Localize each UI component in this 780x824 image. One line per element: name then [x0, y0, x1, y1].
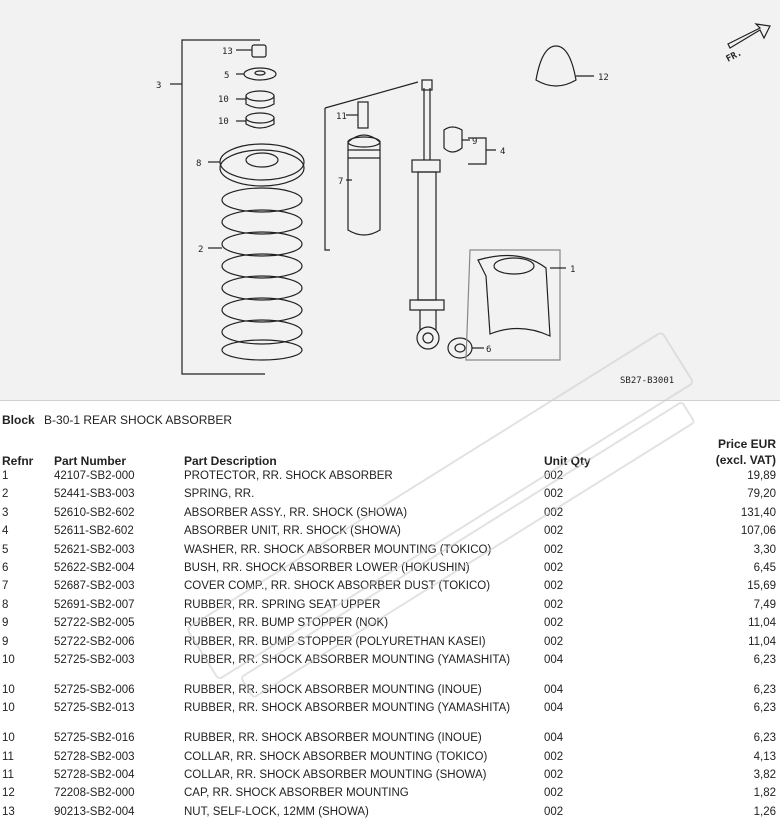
row-description: RUBBER, RR. SHOCK ABSORBER MOUNTING (INOUE) — [184, 732, 482, 745]
row-description: PROTECTOR, RR. SHOCK ABSORBER — [184, 470, 393, 482]
row-description: COVER COMP., RR. SHOCK ABSORBER DUST (TOKICO) — [184, 580, 491, 593]
exploded-parts-diagram — [0, 0, 780, 401]
row-refnr: 8 — [2, 598, 9, 611]
row-price: 19,89 — [747, 470, 776, 482]
row-part-number: 52728-SB2-004 — [54, 769, 135, 782]
col-unit-qty: Unit Qty — [544, 454, 591, 468]
callout-10b: 10 — [218, 117, 229, 127]
row-part-number: 52621-SB2-003 — [54, 543, 135, 556]
row-price: 11,04 — [748, 617, 776, 630]
row-description: RUBBER, RR. BUMP STOPPER (POLYURETHAN KASEI) — [184, 635, 486, 648]
callout-10a: 10 — [218, 95, 229, 105]
row-price: 1,82 — [753, 787, 776, 800]
callout-12: 12 — [598, 73, 609, 83]
row-part-number: 52441-SB3-003 — [54, 488, 135, 501]
parts-table-body — [0, 470, 780, 824]
row-unit-qty: 002 — [544, 598, 564, 611]
table-row[interactable] — [0, 684, 780, 702]
row-price: 3,30 — [753, 543, 776, 556]
row-unit-qty: 004 — [544, 653, 564, 666]
row-price: 6,23 — [753, 702, 776, 715]
row-part-number: 52725-SB2-006 — [54, 683, 135, 696]
row-description: COLLAR, RR. SHOCK ABSORBER MOUNTING (SHOWA) — [184, 769, 487, 782]
block-title — [2, 413, 232, 427]
row-unit-qty: 002 — [544, 561, 564, 574]
row-part-number: 42107-SB2-000 — [54, 470, 135, 482]
table-row[interactable] — [0, 654, 780, 684]
row-unit-qty: 004 — [544, 732, 564, 745]
row-price: 11,04 — [748, 635, 776, 648]
callout-2: 2 — [198, 245, 204, 255]
block-name: B-30-1 REAR SHOCK ABSORBER — [44, 413, 233, 427]
table-row[interactable] — [0, 599, 780, 617]
callout-6: 6 — [486, 345, 492, 355]
block-label: Block — [2, 413, 35, 427]
parts-table — [0, 452, 780, 824]
row-description: ABSORBER UNIT, RR. SHOCK (SHOWA) — [184, 525, 401, 538]
table-row[interactable] — [0, 488, 780, 506]
row-description: ABSORBER ASSY., RR. SHOCK (SHOWA) — [184, 506, 408, 519]
part-13-nut — [252, 45, 266, 57]
row-unit-qty: 002 — [544, 635, 564, 648]
row-part-number: 52611-SB2-602 — [54, 525, 134, 538]
table-row[interactable] — [0, 470, 780, 488]
row-description: RUBBER, RR. SPRING SEAT UPPER — [184, 598, 381, 611]
row-part-number: 52691-SB2-007 — [54, 598, 135, 611]
table-row[interactable] — [0, 732, 780, 750]
callout-9: 9 — [472, 137, 478, 147]
col-part-number: Part Number — [54, 454, 127, 468]
callout-7: 7 — [338, 177, 344, 187]
col-price — [606, 452, 780, 470]
bracket-3 — [182, 40, 265, 374]
row-unit-qty: 002 — [544, 470, 564, 482]
row-unit-qty: 002 — [544, 769, 564, 782]
row-price: 1,26 — [753, 805, 776, 818]
row-unit-qty: 002 — [544, 580, 564, 593]
table-row[interactable] — [0, 525, 780, 543]
table-row[interactable] — [0, 702, 780, 732]
part-9-bump-stopper — [444, 127, 462, 152]
row-price: 79,20 — [747, 488, 776, 501]
row-description: RUBBER, RR. BUMP STOPPER (NOK) — [184, 617, 389, 630]
row-price: 3,82 — [753, 769, 776, 782]
row-part-number: 52622-SB2-004 — [54, 561, 135, 574]
row-description: CAP, RR. SHOCK ABSORBER MOUNTING — [184, 787, 409, 800]
row-refnr: 10 — [2, 683, 15, 696]
table-row[interactable] — [0, 636, 780, 654]
part-1-protector — [478, 256, 550, 337]
row-price: 131,40 — [740, 506, 776, 519]
row-unit-qty: 002 — [544, 750, 564, 763]
row-unit-qty: 004 — [544, 702, 564, 715]
callout-4: 4 — [500, 147, 506, 157]
fr-arrow-icon — [728, 24, 770, 48]
diagram-drawing — [0, 0, 780, 400]
callout-13: 13 — [222, 47, 233, 57]
row-unit-qty: 002 — [544, 805, 564, 818]
row-description: RUBBER, RR. SHOCK ABSORBER MOUNTING (YAMASHITA) — [184, 702, 511, 715]
row-part-number: 90213-SB2-004 — [54, 805, 135, 818]
col-description: Part Description — [184, 454, 277, 468]
row-price: 6,23 — [753, 732, 776, 745]
table-row[interactable] — [0, 787, 780, 805]
table-row[interactable] — [0, 769, 780, 787]
row-part-number: 72208-SB2-000 — [54, 787, 135, 800]
row-refnr: 3 — [2, 506, 9, 519]
row-unit-qty: 002 — [544, 787, 564, 800]
col-refnr: Refnr — [2, 454, 34, 468]
row-unit-qty: 002 — [544, 506, 564, 519]
table-row[interactable] — [0, 751, 780, 769]
row-description: COLLAR, RR. SHOCK ABSORBER MOUNTING (TOKICO) — [184, 750, 488, 763]
part-12-cap — [536, 46, 576, 86]
part-4-shock-unit — [410, 80, 444, 349]
row-part-number: 52728-SB2-003 — [54, 750, 135, 763]
row-description: NUT, SELF-LOCK, 12MM (SHOWA) — [184, 805, 369, 818]
callout-8: 8 — [196, 159, 202, 169]
part-10-rubber-upper — [246, 96, 274, 108]
part-11-collar — [358, 102, 368, 128]
row-unit-qty: 002 — [544, 543, 564, 556]
row-part-number: 52725-SB2-016 — [54, 732, 135, 745]
row-price: 15,69 — [747, 580, 776, 593]
row-part-number: 52722-SB2-006 — [54, 635, 135, 648]
row-refnr: 11 — [2, 750, 14, 763]
parts-table-header — [0, 452, 780, 470]
row-description: BUSH, RR. SHOCK ABSORBER LOWER (HOKUSHIN) — [184, 561, 470, 574]
table-row[interactable] — [0, 580, 780, 598]
table-row[interactable] — [0, 544, 780, 562]
callout-11: 11 — [336, 112, 347, 122]
part-5-washer — [244, 68, 276, 80]
bracket-1 — [466, 250, 560, 360]
row-refnr: 13 — [2, 805, 15, 818]
row-price: 7,49 — [753, 598, 776, 611]
part-6-bush — [448, 338, 472, 358]
row-price: 107,06 — [740, 525, 776, 538]
row-refnr: 9 — [2, 617, 9, 630]
callout-1: 1 — [570, 265, 576, 275]
table-row[interactable] — [0, 617, 780, 635]
row-part-number: 52610-SB2-602 — [54, 506, 135, 519]
row-refnr: 9 — [2, 635, 9, 648]
row-unit-qty: 004 — [544, 683, 564, 696]
row-description: WASHER, RR. SHOCK ABSORBER MOUNTING (TOKICO) — [184, 543, 492, 556]
table-row[interactable] — [0, 562, 780, 580]
row-description: RUBBER, RR. SHOCK ABSORBER MOUNTING (INOUE) — [184, 683, 482, 696]
part-2-coil-spring — [222, 188, 302, 360]
table-row[interactable] — [0, 806, 780, 824]
callout-3: 3 — [156, 81, 162, 91]
price-header-line2: (excl. VAT) — [715, 453, 776, 467]
row-price: 4,13 — [753, 750, 776, 763]
table-row[interactable] — [0, 507, 780, 525]
row-part-number: 52687-SB2-003 — [54, 580, 135, 593]
price-header-line1: Price EUR — [717, 437, 776, 451]
row-unit-qty: 002 — [544, 488, 564, 501]
row-refnr: 12 — [2, 787, 15, 800]
bracket-4-left — [325, 108, 330, 250]
row-part-number: 52722-SB2-005 — [54, 617, 135, 630]
row-refnr: 7 — [2, 580, 9, 593]
callout-5: 5 — [224, 71, 230, 81]
row-refnr: 4 — [2, 525, 9, 538]
row-part-number: 52725-SB2-013 — [54, 702, 135, 715]
row-description: SPRING, RR. — [184, 488, 255, 501]
row-price: 6,45 — [753, 561, 776, 574]
row-refnr: 10 — [2, 732, 15, 745]
row-price: 6,23 — [753, 683, 776, 696]
row-refnr: 11 — [2, 769, 14, 782]
row-price: 6,23 — [753, 653, 776, 666]
row-refnr: 10 — [2, 653, 15, 666]
row-refnr: 6 — [2, 561, 9, 574]
row-description: RUBBER, RR. SHOCK ABSORBER MOUNTING (YAMASHITA) — [184, 653, 511, 666]
row-refnr: 1 — [2, 470, 9, 482]
row-refnr: 10 — [2, 702, 15, 715]
direction-label: FR. — [724, 48, 744, 65]
row-unit-qty: 002 — [544, 617, 564, 630]
diagram-code: SB27-B3001 — [620, 376, 675, 386]
row-part-number: 52725-SB2-003 — [54, 653, 135, 666]
row-unit-qty: 002 — [544, 525, 564, 538]
row-refnr: 2 — [2, 488, 9, 501]
row-refnr: 5 — [2, 543, 9, 556]
